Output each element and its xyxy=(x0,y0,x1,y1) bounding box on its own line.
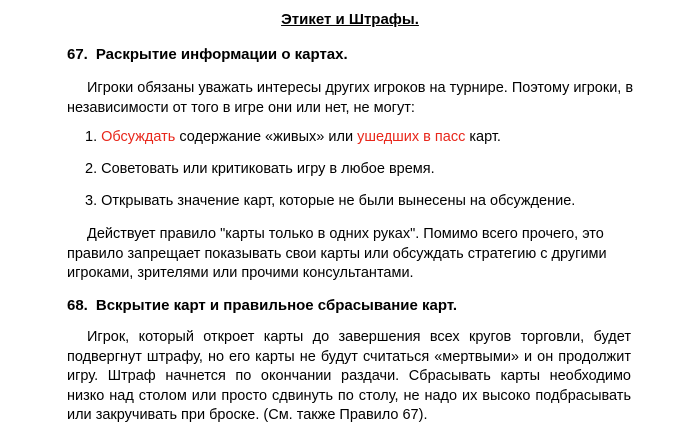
list-item-1-red-term-2: ушедших в пасс xyxy=(357,129,466,145)
section-67-intro xyxy=(67,79,633,118)
section-68-paragraph xyxy=(67,328,631,426)
section-68-heading xyxy=(67,297,457,315)
list-item-1 xyxy=(85,128,501,146)
section-68-number: 68. xyxy=(67,297,88,314)
list-item-3-number: 3. xyxy=(85,193,98,209)
rule-line-1: Действует правило "карты только в одних руках". Помимо всего прочего, это xyxy=(87,226,604,242)
list-item-3-text: Открывать значение карт, которые не были вынесены на обсуждение. xyxy=(101,193,576,209)
rule-line-2: правило запрещает показывать свои карты или обсуждать стратегию с другими xyxy=(67,245,607,262)
list-item-3 xyxy=(85,192,575,210)
list-item-1-number: 1. xyxy=(85,129,98,145)
list-item-2-text: Советовать или критиковать игру в любое время. xyxy=(101,161,435,177)
intro-line-2: независимости от того в игре они или нет, не могут: xyxy=(67,99,415,116)
rule-line-3: игроками, зрителями или прочими консультантами. xyxy=(67,265,414,281)
section-68-line-3: игру. Штраф начнется по окончании раздачи. Сбрасывать карты необходимо xyxy=(67,368,631,384)
document-title: Этикет и Штрафы. xyxy=(281,11,419,28)
section-68-line-1: Игрок, который откроет карты до завершения всех кругов торговли, будет xyxy=(87,329,631,345)
section-68-line-2: подвергнут штрафу, но его карты не будут считаться «мертвыми» и он продолжит xyxy=(67,348,631,365)
section-68-line-4: низко над столом или просто сдвинуть по столу, не надо их высоко подбрасывать xyxy=(67,387,631,404)
section-67-number: 67. xyxy=(67,46,88,63)
list-item-2 xyxy=(85,160,435,178)
section-67-heading xyxy=(67,46,348,64)
intro-line-1: Игроки обязаны уважать интересы других игроков на турнире. Поэтому игроки, в xyxy=(87,80,634,96)
section-67-title: Раскрытие информации о картах. xyxy=(95,46,348,63)
section-68-line-5: или закручивать при броске. (См. также Правило 67). xyxy=(67,407,428,423)
section-68-title: Вскрытие карт и правильное сбрасывание карт. xyxy=(95,297,458,314)
list-item-1-end: карт. xyxy=(465,129,501,145)
section-67-rule-paragraph xyxy=(67,225,607,284)
list-item-1-red-term-1: Обсуждать xyxy=(101,129,176,145)
list-item-1-middle: содержание «живых» или xyxy=(175,129,358,145)
list-item-2-number: 2. xyxy=(85,161,98,177)
